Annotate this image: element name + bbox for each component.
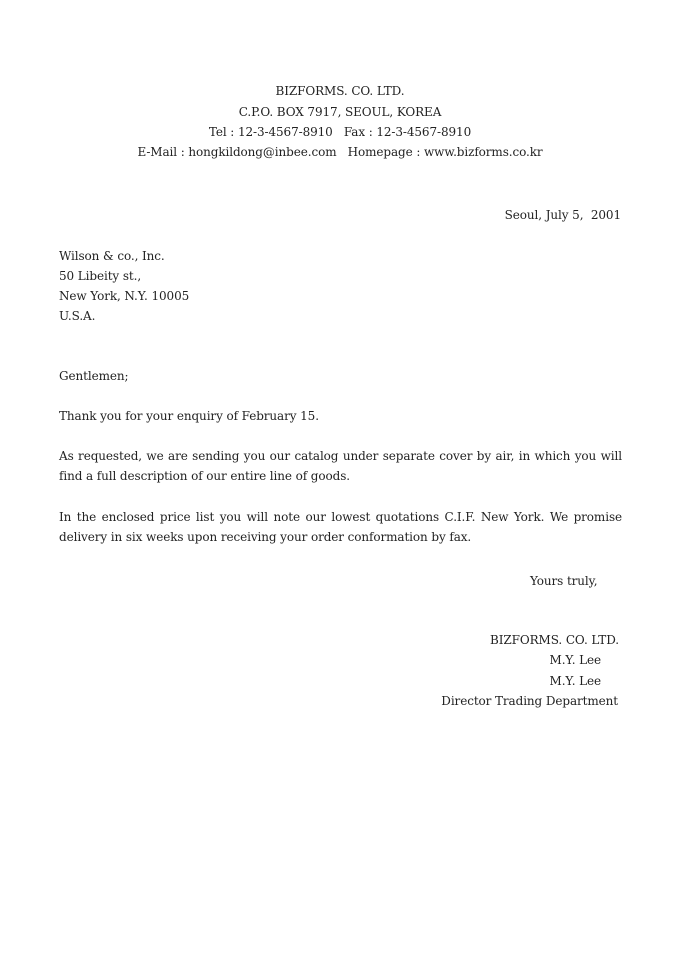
- recipient-city: New York, N.Y. 10005: [59, 289, 190, 303]
- letterhead-address: C.P.O. BOX 7917, SEOUL, KOREA: [238, 105, 442, 119]
- signature-name-1: M.Y. Lee: [549, 653, 601, 667]
- letter-date: Seoul, July 5, 2001: [504, 208, 621, 222]
- signature-title: Director Trading Department: [441, 694, 618, 708]
- salutation: Gentlemen;: [59, 369, 129, 383]
- signature-name-2: M.Y. Lee: [549, 674, 601, 688]
- recipient-country: U.S.A.: [59, 309, 96, 323]
- letterhead-company: BIZFORMS. CO. LTD.: [275, 84, 405, 98]
- signature-company: BIZFORMS. CO. LTD.: [490, 633, 619, 647]
- letterhead-contact: Tel : 12-3-4567-8910 Fax : 12-3-4567-8910: [208, 125, 472, 139]
- body-paragraph-3-line-1: In the enclosed price list you will note our lowest quotations C.I.F. New York. We promise: [59, 510, 622, 524]
- recipient-name: Wilson & co., Inc.: [59, 249, 165, 263]
- letterhead-online: E-Mail : hongkildong@inbee.com Homepage : www.bizforms.co.kr: [137, 145, 543, 159]
- body-paragraph-2-line-2: find a full description of our entire line of goods.: [59, 469, 350, 483]
- closing: Yours truly,: [530, 574, 598, 588]
- recipient-street: 50 Libeity st.,: [59, 269, 142, 283]
- body-paragraph-3-line-2: delivery in six weeks upon receiving your order conformation by fax.: [59, 530, 472, 544]
- body-paragraph-1: Thank you for your enquiry of February 15.: [59, 409, 319, 423]
- body-paragraph-2-line-1: As requested, we are sending you our catalog under separate cover by air, in which you will: [59, 449, 622, 463]
